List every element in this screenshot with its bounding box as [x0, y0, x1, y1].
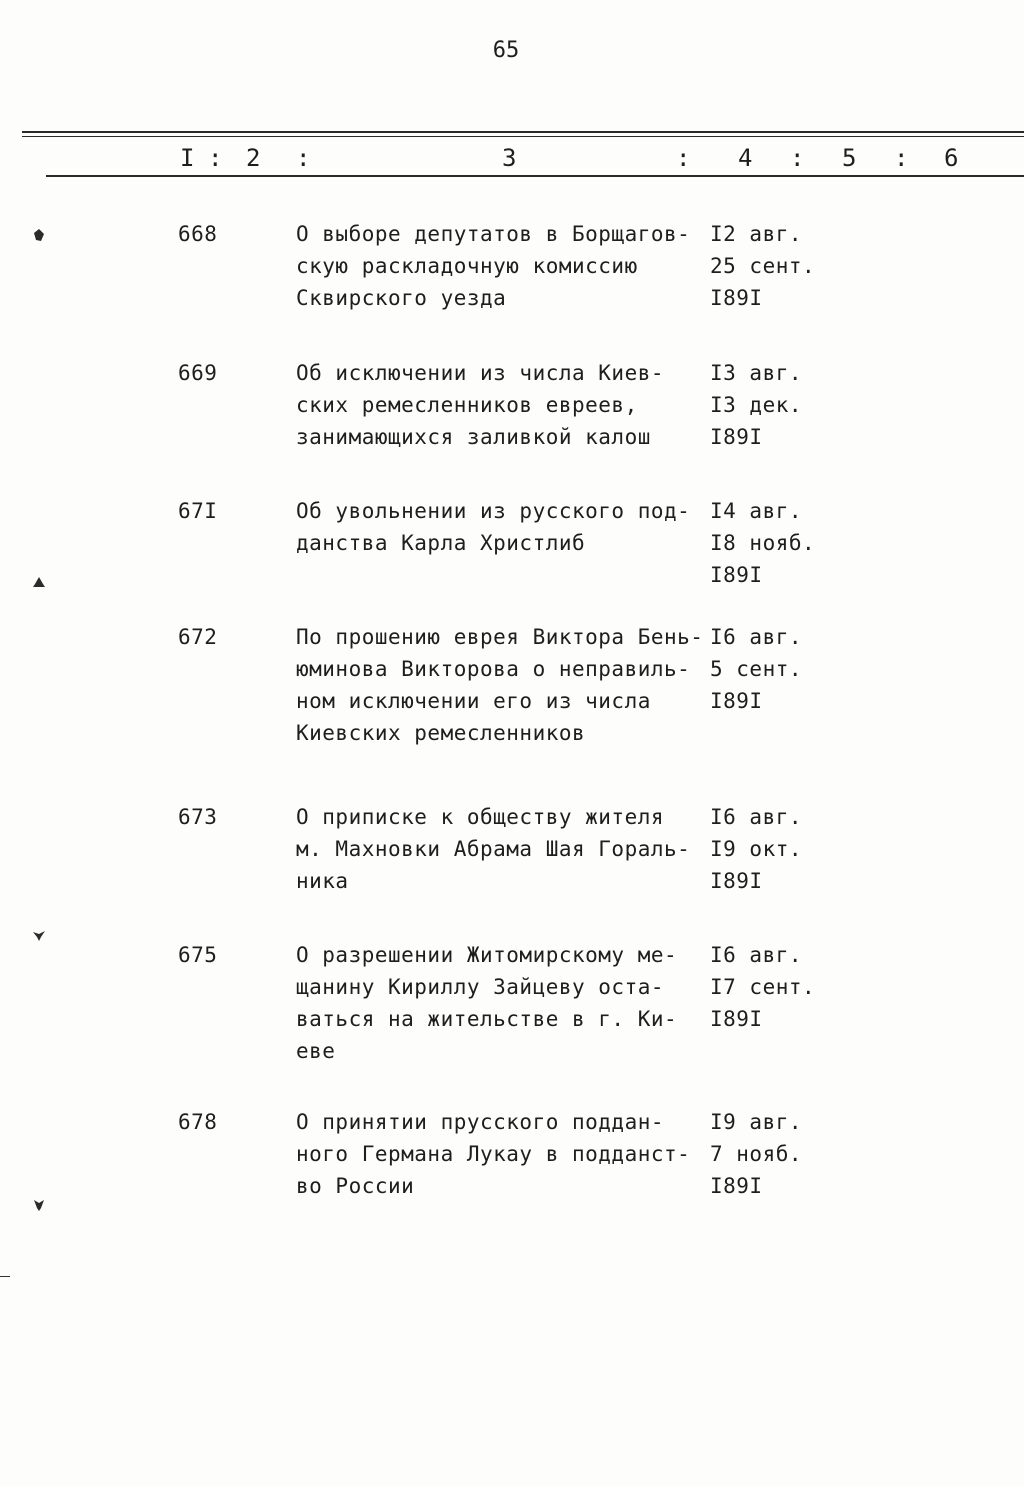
- entry-description: [296, 357, 696, 453]
- date-year: I89I: [710, 425, 763, 449]
- description-line: Сквирского уезда: [296, 286, 507, 310]
- column-separator: :: [208, 144, 223, 172]
- entry-number: 668: [178, 222, 218, 246]
- entry-number: 67I: [178, 499, 218, 523]
- entry-dates: [710, 621, 830, 717]
- entry-dates: [710, 1106, 830, 1202]
- description-line: данства Карла Христлиб: [296, 531, 586, 555]
- description-line: ских ремесленников евреев,: [296, 393, 638, 417]
- description-line: м. Махновки Абрама Шая Гораль-: [296, 837, 691, 861]
- punch-hole-mark-icon: [32, 1198, 46, 1212]
- entry-number: 673: [178, 805, 218, 829]
- date-start: I6 авг.: [710, 625, 803, 649]
- punch-hole-mark-icon: [32, 228, 46, 242]
- date-year: I89I: [710, 286, 763, 310]
- header-top-rule: [22, 131, 1024, 133]
- column-separator: :: [790, 144, 805, 172]
- date-end: I7 сент.: [710, 975, 816, 999]
- column-header-3: 3: [502, 144, 517, 172]
- margin-dash: [0, 1276, 10, 1277]
- column-header-6: 6: [944, 144, 959, 172]
- entry-description: [296, 1106, 696, 1202]
- entry-number: 672: [178, 625, 218, 649]
- column-separator: :: [894, 144, 909, 172]
- date-start: I4 авг.: [710, 499, 803, 523]
- date-year: I89I: [710, 1007, 763, 1031]
- description-line: во России: [296, 1174, 415, 1198]
- date-year: I89I: [710, 563, 763, 587]
- description-line: Об увольнении из русского под-: [296, 499, 691, 523]
- column-header-5: 5: [842, 144, 857, 172]
- entry-description: [296, 495, 696, 559]
- entry-number: 669: [178, 361, 218, 385]
- description-line: щанину Кириллу Зайцеву оста-: [296, 975, 665, 999]
- date-start: I3 авг.: [710, 361, 803, 385]
- entry-number: 675: [178, 943, 218, 967]
- description-line: О разрешении Житомирскому ме-: [296, 943, 678, 967]
- entry-description: [296, 801, 696, 897]
- entry-dates: [710, 939, 830, 1035]
- column-separator: :: [296, 144, 311, 172]
- description-line: ном исключении его из числа: [296, 689, 651, 713]
- date-end: I8 нояб.: [710, 531, 816, 555]
- date-end: I3 дек.: [710, 393, 803, 417]
- date-end: 25 сент.: [710, 254, 816, 278]
- entry-description: [296, 621, 704, 749]
- description-line: Киевских ремесленников: [296, 721, 586, 745]
- header-bottom-rule: [46, 175, 1024, 177]
- date-end: 7 нояб.: [710, 1142, 803, 1166]
- punch-hole-mark-icon: [32, 928, 46, 942]
- description-line: ваться на жительстве в г. Ки-: [296, 1007, 678, 1031]
- column-header-2: 2: [246, 144, 261, 172]
- date-start: I2 авг.: [710, 222, 803, 246]
- date-year: I89I: [710, 1174, 763, 1198]
- description-line: занимающихся заливкой калош: [296, 425, 651, 449]
- entry-dates: [710, 218, 830, 314]
- description-line: О принятии прусского поддан-: [296, 1110, 665, 1134]
- punch-hole-mark-icon: [32, 575, 46, 589]
- description-line: По прошению еврея Виктора Бень-: [296, 625, 704, 649]
- description-line: ного Германа Лукау в подданст-: [296, 1142, 691, 1166]
- column-separator: :: [676, 144, 691, 172]
- description-line: Об исключении из числа Киев-: [296, 361, 665, 385]
- entry-number: 678: [178, 1110, 218, 1134]
- description-line: еве: [296, 1039, 336, 1063]
- header-top-rule-thin: [22, 136, 1024, 137]
- description-line: ника: [296, 869, 349, 893]
- entry-description: [296, 939, 696, 1067]
- date-start: I9 авг.: [710, 1110, 803, 1134]
- description-line: О приписке к обществу жителя: [296, 805, 665, 829]
- entry-description: [296, 218, 696, 314]
- date-start: I6 авг.: [710, 805, 803, 829]
- description-line: скую раскладочную комиссию: [296, 254, 638, 278]
- description-line: юминова Викторова о неправиль-: [296, 657, 691, 681]
- page-number: 65: [492, 38, 520, 63]
- entry-dates: [710, 357, 830, 453]
- entry-dates: [710, 495, 830, 591]
- date-start: I6 авг.: [710, 943, 803, 967]
- description-line: О выборе депутатов в Борщагов-: [296, 222, 691, 246]
- column-header-row: [0, 144, 1024, 174]
- date-year: I89I: [710, 689, 763, 713]
- date-year: I89I: [710, 869, 763, 893]
- entry-dates: [710, 801, 830, 897]
- column-header-1: I: [180, 144, 195, 172]
- date-end: I9 окт.: [710, 837, 803, 861]
- date-end: 5 сент.: [710, 657, 803, 681]
- column-header-4: 4: [738, 144, 753, 172]
